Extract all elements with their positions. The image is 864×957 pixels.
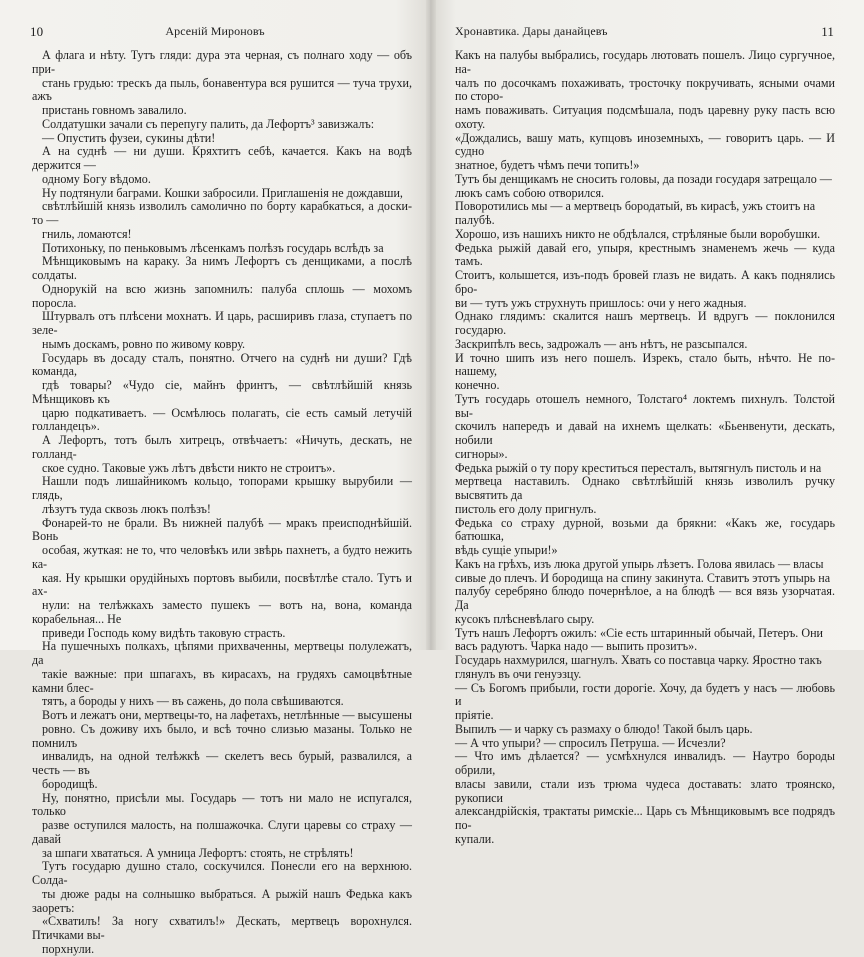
text-line: Государь въ досаду сталъ, понятно. Отчего на суднѣ ни души? Гдѣ команда, [32, 350, 412, 379]
text-line: Поворотились мы — а мертвецъ бородатый, въ кирасѣ, ужъ стоитъ на [455, 199, 816, 214]
text-line: васъ радуютъ. Чарка надо — выпить прозитъ». [455, 639, 698, 654]
text-line: Нашли подъ лишайникомъ кольцо, топорами крышку вырубили — глядь, [32, 474, 412, 502]
text-line: гниль, ломаются! [42, 226, 132, 241]
text-line: А флага и нѣту. Тутъ гляди: дура эта черная, съ полнаго ходу — объ при- [32, 48, 412, 76]
text-line: конечно. [455, 378, 500, 392]
text-line: пріятіе. [455, 708, 494, 722]
text-line: вѣдь сущіе упыри!» [455, 543, 558, 557]
text-line: На пушечныхъ полкахъ, цѣпями прихваченны, мертвецы полулежатъ, да [32, 639, 412, 667]
text-line: ровно. Съ доживу ихъ было, и всѣ точно слизью мазаны. Только не помнилъ [32, 721, 412, 750]
text-line: пристань говномъ завалило. [42, 103, 187, 117]
text-line: александрійскія, трактаты римскіе... Царь съ Мѣнщиковымъ все подрядъ по- [455, 804, 835, 832]
text-line: Выпилъ — и чарку съ размаху о блюдо! Такой былъ царь. [455, 721, 753, 736]
right-running-head: Хронавтика. Дары данайцевъ [455, 24, 608, 38]
text-line: ви — тутъ ужъ струхнуть пришлось: очи у него жадныя. [455, 295, 747, 310]
text-line: Федька со страху дурной, возьми да брякни: «Какъ же, государь батюшка, [455, 515, 835, 544]
text-line: разве оступился малость, на полшажочка. Слуги царевы со страху — давай [32, 818, 412, 846]
right-page-number: 11 [821, 24, 834, 39]
text-line: Стоитъ, колышется, изъ-подъ бровей глазъ не видать. А какъ поднялись бро- [455, 268, 835, 296]
text-line: Тутъ бы денщикамъ не сносить головы, да позади государя затрещало — [455, 171, 832, 186]
text-line: — А что упыри? — спросилъ Петруша. — Исчезли? [455, 735, 726, 750]
text-line: Потихоньку, по пеньковымъ лѣсенкамъ полѣзъ государь вслѣдъ за [42, 240, 384, 255]
text-line: Мѣнщиковымъ на караку. За нимъ Лефортъ съ денщиками, а послѣ солдаты. [32, 254, 412, 282]
text-line: ское судно. Таковые ужъ лѣтъ двѣсти никто не строитъ». [42, 460, 336, 475]
text-line: «Дождались, вашу мать, купцовъ иноземныхъ, — говоритъ царь. — И судно [455, 130, 835, 159]
text-line: власы завили, стали изъ трюма чудеса доставать: злато троянско, рукописи [455, 776, 835, 805]
text-line: лѣзутъ туда сквозь люкъ полѣзъ! [42, 501, 211, 516]
text-line: Тутъ государю душно стало, соскучился. Понесли его на верхнюю. Солда- [32, 859, 412, 887]
text-line: А Лефортъ, тотъ былъ хитрецъ, отвѣчаетъ: «Ничуть, дескать, не голланд- [32, 433, 412, 461]
text-line: палубѣ. [455, 213, 495, 227]
text-line: Заскрипѣлъ весь, задрожалъ — анъ нѣтъ, не разсыпался. [455, 336, 748, 351]
left-page-number: 10 [30, 24, 44, 39]
text-line: чалъ по досочкамъ похаживать, тросточку покручивать, ясными очами по сторо- [455, 75, 835, 104]
book-gutter [426, 0, 436, 650]
text-line: Вотъ и лежатъ они, мертвецы-то, на лафетахъ, нетлѣнные — высушены [42, 708, 412, 722]
text-line: Однако глядимъ: скалится нашъ мертвецъ. И вдругъ — поклонился государю. [455, 309, 835, 337]
text-line: порхнули. [42, 941, 95, 956]
text-line: за шпаги хвататься. А умница Лефортъ: стоять, не стрѣлять! [42, 845, 354, 860]
text-line: Какъ на палубы выбрались, государь лютовать пошелъ. Лицо сургучное, на- [455, 48, 835, 76]
text-line: намъ поваживать. Ситуация подсмѣшала, подъ царевну руку пасть всю охоту. [455, 103, 835, 131]
text-line: Тутъ государь отошелъ немного, Толстаго⁴ локтемъ пихнулъ. Толстой вы- [455, 391, 835, 420]
text-line: кая. Ну крышки орудійныхъ портовъ выбили, посвѣтлѣе стало. Тутъ и ах- [32, 570, 412, 599]
text-line: Фонарей-то не брали. Въ нижней палубѣ — мракъ преисподнѣйшій. Вонь [32, 515, 412, 544]
text-line: Однорукій на всю жизнь запомнилъ: палуба сплошь — мохомъ пороcла. [32, 281, 412, 310]
paragraph [32, 49, 412, 957]
text-line: люкъ самъ собою отворился. [455, 185, 605, 200]
text-line: глянулъ въ очи генуэзцу. [455, 666, 582, 681]
text-line: купали. [455, 831, 495, 846]
text-line: особая, жуткая: не то, что человѣкъ или звѣрь пахнетъ, а будто нежить ка- [32, 543, 412, 571]
text-line: И точно шипъ изъ него пошелъ. Изрекъ, стало быть, нѣчто. Не по-нашему, [455, 350, 835, 379]
text-line: сигноры». [455, 446, 508, 461]
text-line: такіе важные: при шпагахъ, въ кирасахъ, на грудяхъ самоцвѣтные камни блес- [32, 666, 412, 695]
paragraph [455, 49, 835, 847]
text-line: ты дюже рады на солнышко выбраться. А рыжій нашъ Федька какъ заоретъ: [32, 886, 412, 915]
right-page-text [455, 49, 835, 847]
text-line: — Что имъ дѣлается? — усмѣхнулся инвалидъ. — Наутро бороды обрили, [455, 749, 835, 777]
text-line: одному Богу вѣдомо. [42, 171, 151, 186]
text-line: «Схватилъ! За ногу схватилъ!» Дескать, мертвецъ ворохнулся. Птичками вы- [32, 914, 412, 942]
text-line: инвалидъ, на одной телѣжкѣ — скелетъ весь бурый, развалился, а честь — въ [32, 749, 412, 777]
text-line: приведи Господь кому видѣть таковую страсть. [42, 625, 286, 640]
text-line: знатное, будетъ чѣмъ печи топить!» [455, 158, 640, 172]
text-line: стань грудью: трескъ да пыль, бонавентура вся рушится — туча трухи, ажъ [32, 75, 412, 104]
text-line: Солдатушки зачали съ перепугу палить, да Лефортъ³ завизжалъ: [42, 116, 375, 131]
text-line: Ну подтянули баграми. Кошки забросили. Приглашенія не дождавши, [42, 185, 403, 200]
text-line: — Съ Богомъ прибыли, гости дорогіе. Хочу, да будетъ у насъ — любовь и [455, 680, 835, 709]
text-line: Какъ на грѣхъ, изъ люка другой упырь лѣзетъ. Голова явилась — власы [455, 556, 824, 571]
left-running-head: Арсеній Мироновъ [165, 24, 265, 38]
text-line: — Опустить фузеи, сукины дѣти! [42, 130, 216, 145]
text-line: сивые до плечъ. И бородища на спину закинута. Ставитъ этотъ упырь на [455, 570, 831, 585]
text-line: свѣтлѣйшій князь изволилъ самолично по борту карабкаться, а доски-то — [32, 199, 412, 227]
text-line: Федька рыжій давай его, упыря, крестнымъ знаменемъ жечь — куда тамъ. [455, 240, 835, 269]
text-line: А на суднѣ — ни души. Кряхтитъ себѣ, качается. Какъ на водѣ держится — [32, 144, 412, 172]
text-line: нымъ доскамъ, ровно по живому ковру. [42, 336, 246, 351]
left-page-text [32, 49, 412, 957]
text-line: кусокъ плѣсневѣлаго сыру. [455, 611, 595, 626]
text-line: тятъ, а бороды у нихъ — въ сажень, до пола свѣшиваются. [42, 694, 344, 709]
text-line: Тутъ нашъ Лефортъ ожилъ: «Сіе есть штаринный обычай, Петеръ. Они [455, 625, 824, 640]
text-line: пистоль его долу пригнулъ. [455, 501, 597, 516]
text-line: Штурвалъ отъ плѣсени мохнатъ. И царь, расширивъ глаза, ступаетъ по зеле- [32, 309, 412, 337]
text-line: Хорошо, изъ нашихъ никто не обдѣлался, стрѣляные были воробушки. [455, 226, 821, 241]
text-line: бородищѣ. [42, 776, 98, 791]
text-line: гдѣ товары? «Чудо сіе, майнъ фринтъ, — свѣтлѣйшій князь Мѣнщиковъ къ [32, 378, 412, 406]
text-line: Государь нахмурился, шагнулъ. Хвать со поставца чарку. Яростно такъ [455, 653, 822, 667]
text-line: мертвеца наставилъ. Однако свѣтлѣйшій князь изволилъ ручку высвятить да [455, 474, 835, 502]
text-line: нули: на телѣжкахъ заместо пушекъ — вотъ на, вона, команда корабельная... Не [32, 598, 412, 626]
text-line: Ну, понятно, присѣли мы. Государь — тотъ ни мало не испугался, только [32, 790, 412, 819]
text-line: царю подкативаетъ. — Осмѣлюсь полагать, сіе есть самый летучій голландецъ». [32, 405, 412, 434]
text-line: скочилъ напередъ и давай на ихнемъ щелкать: «Бьенвенути, дескать, нобили [455, 419, 835, 447]
text-line: палубу серебряно блюдо почернѣлое, а на блюдѣ — вся вязь узорчатая. Да [455, 584, 835, 612]
text-line: Федька рыжій о ту пору креститься пересталъ, вытягнулъ пистоль и на [455, 460, 822, 475]
